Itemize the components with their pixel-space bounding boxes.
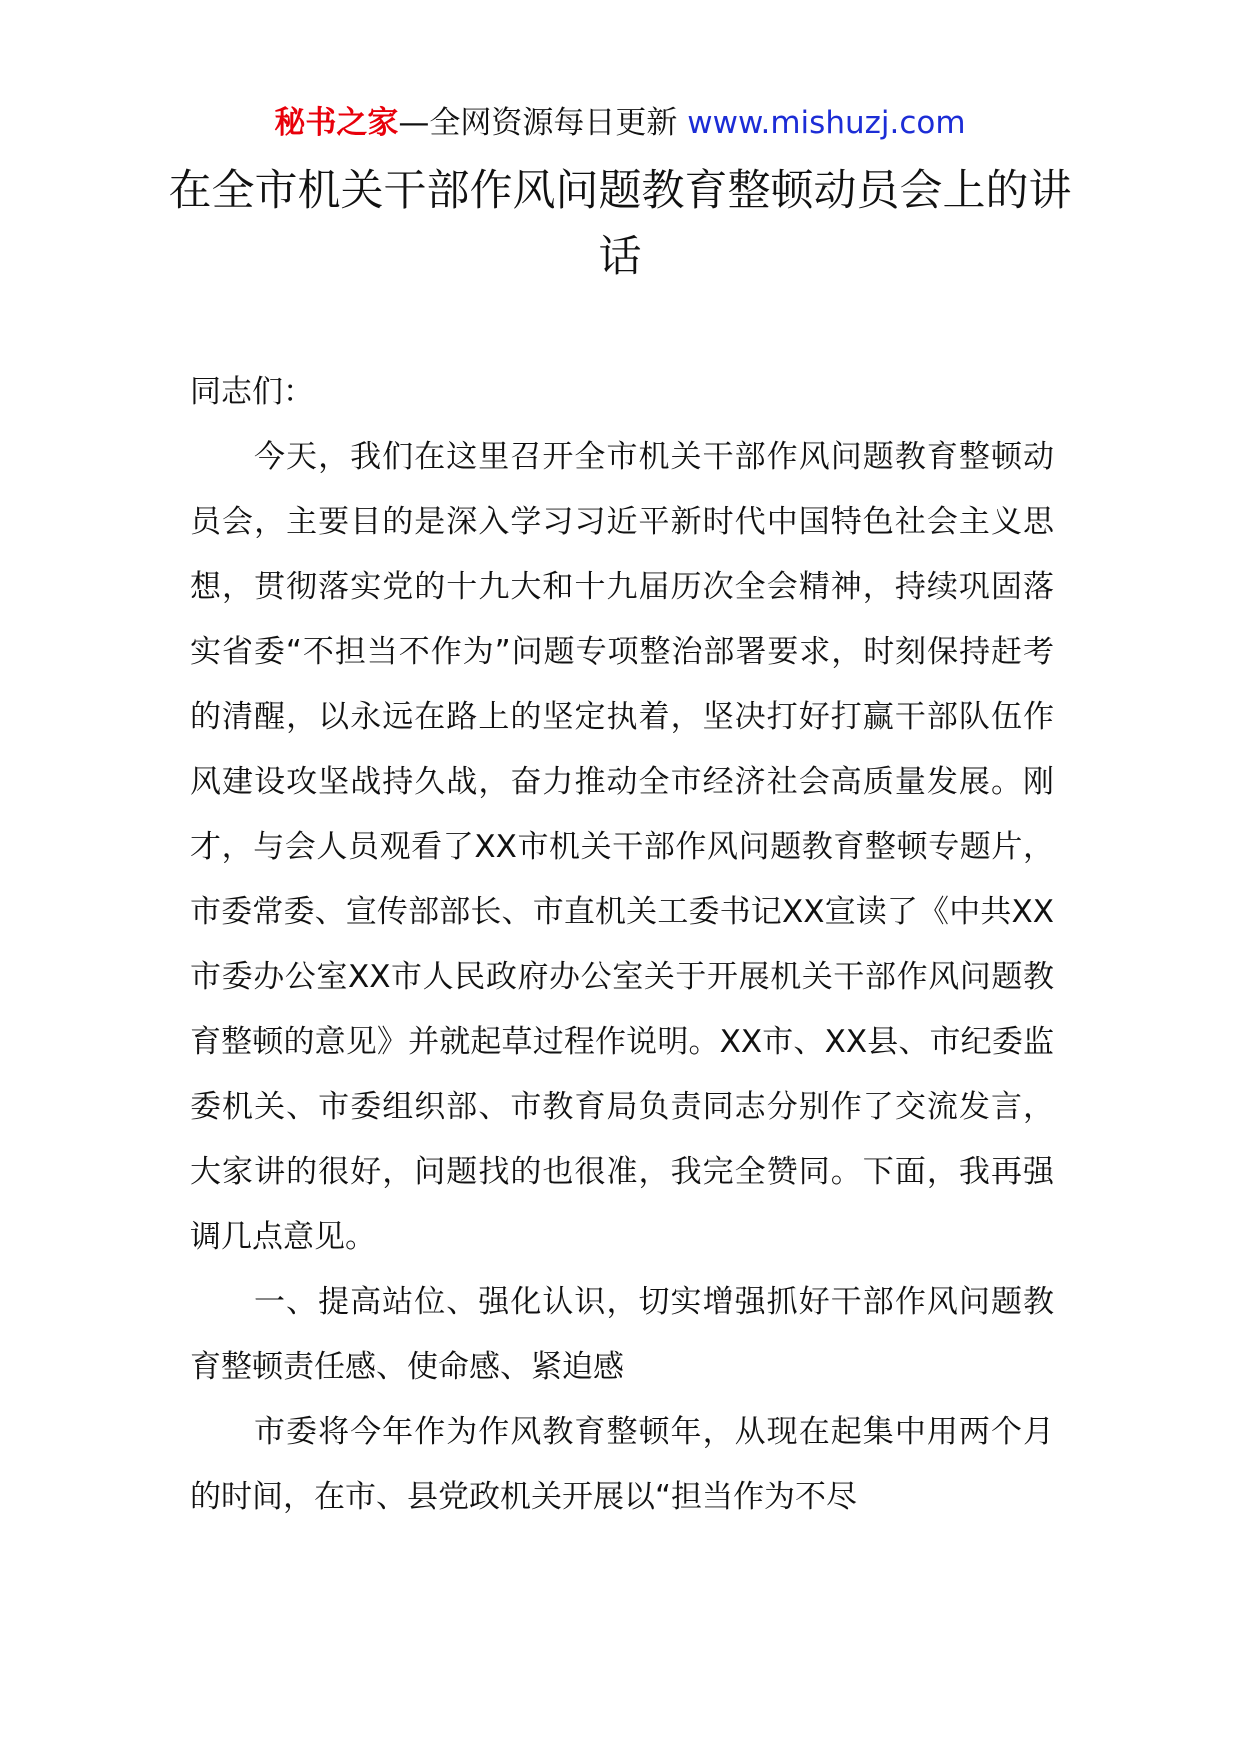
document-title: 在全市机关干部作风问题教育整顿动员会上的讲话 (168, 166, 1072, 282)
site-url[interactable]: www.mishuzj.com (687, 105, 966, 141)
salutation: 同志们： (190, 374, 314, 410)
paragraph: 市委将今年作为作风教育整顿年，从现在起集中用两个月的时间，在市、县党政机关开展以“担当作为不尽 (190, 1414, 1054, 1515)
brand-name: 秘书之家 (274, 105, 399, 141)
site-header (0, 100, 1240, 146)
document-body (190, 360, 1054, 1530)
header-tagline: —全网资源每日更新 (398, 105, 678, 141)
section-heading: 一、提高站位、强化认识，切实增强抓好干部作风问题教育整顿责任感、使命感、紧迫感 (190, 1284, 1054, 1385)
paragraph: 今天，我们在这里召开全市机关干部作风问题教育整顿动员会，主要目的是深入学习习近平新时代中国特色社会主义思想，贯彻落实党的十九大和十九届历次全会精神，持续巩固落实省委“不担当不作为”问题专项整治部署要求，时刻保持赶考的清醒，以永远在路上的坚定执着，坚决打好打赢干部队伍作风建设攻坚战持久战，奋力推动全市经济社会高质量发展。刚才，与会人员观看了XX市机关干部作风问题教育整顿专题片，市委常委、宣传部部长、市直机关工委书记XX宣读了《中共XX市委办公室XX市人民政府办公室关于开展机关干部作风问题教育整顿的意见》并就起草过程作说明。XX市、XX县、市纪委监委机关、市委组织部、市教育局负责同志分别作了交流发言，大家讲的很好，问题找的也很准，我完全赞同。下面，我再强调几点意见。 (190, 439, 1054, 1255)
